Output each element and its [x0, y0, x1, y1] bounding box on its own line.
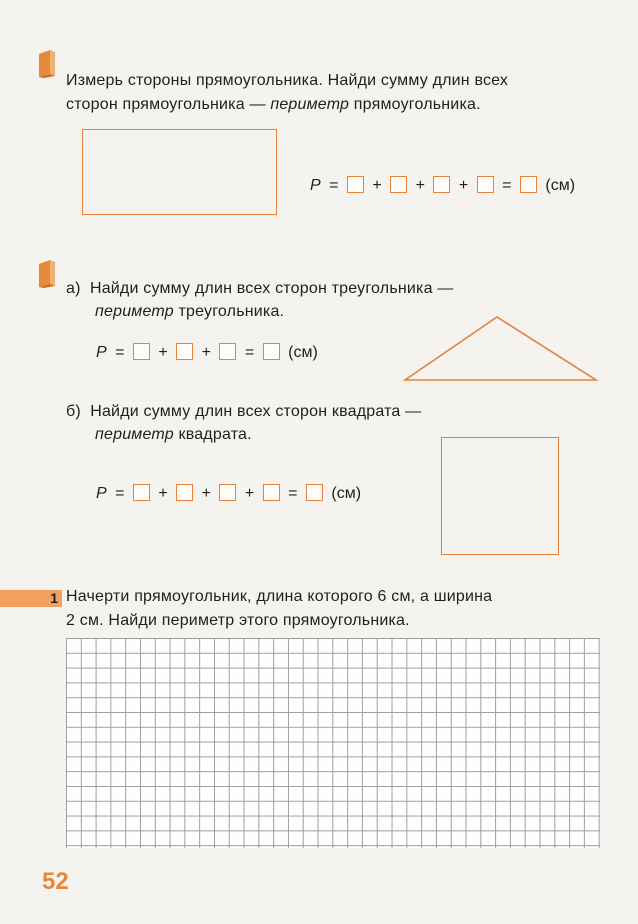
equals-sign: = [244, 344, 255, 361]
task-square-text: Найди сумму длин всех сторон квадрата — [90, 403, 422, 420]
unit-label: (см) [331, 485, 362, 502]
plus-sign: + [415, 177, 425, 194]
equals-sign: = [329, 177, 339, 194]
answer-box-total[interactable] [263, 343, 280, 360]
answer-box[interactable] [133, 343, 150, 360]
perimeter-symbol: P [96, 344, 107, 361]
answer-box[interactable] [433, 176, 450, 193]
page-number: 52 [42, 868, 69, 895]
rectangle-figure [82, 129, 277, 215]
plus-sign: + [201, 344, 211, 361]
square-perimeter-formula [96, 484, 361, 504]
task-triangle-label: а) [66, 280, 81, 297]
answer-box[interactable] [477, 176, 494, 193]
plus-sign: + [158, 344, 168, 361]
plus-sign: + [244, 485, 255, 502]
perimeter-symbol: P [310, 177, 321, 194]
task-square-label: б) [66, 403, 81, 420]
triangle-figure [400, 312, 600, 384]
task-number-badge: 1 [0, 590, 62, 607]
answer-box[interactable] [390, 176, 407, 193]
task-rect-line2 [66, 95, 481, 115]
answer-box[interactable] [176, 484, 193, 501]
task-square-line2-suffix: квадрата. [173, 426, 252, 443]
answer-box[interactable] [176, 343, 193, 360]
task-1-line1: Начерти прямоугольник, длина которого 6 см, а ширина [66, 588, 493, 605]
answer-box-total[interactable] [306, 484, 323, 501]
task-triangle-text: Найди сумму длин всех сторон треугольника — [89, 280, 454, 297]
task-triangle-line1 [66, 279, 454, 299]
perimeter-term: периметр [95, 426, 174, 443]
equals-sign: = [115, 485, 125, 502]
equals-sign: = [288, 485, 298, 502]
equals-sign: = [115, 344, 125, 361]
task-rect-line2-suffix: прямоугольника. [349, 96, 481, 113]
answer-box[interactable] [347, 176, 364, 193]
unit-label: (см) [288, 344, 318, 361]
plus-sign: + [372, 177, 382, 194]
answer-box[interactable] [219, 484, 236, 501]
task-triangle-line2 [95, 302, 284, 322]
unit-label: (см) [545, 177, 576, 194]
book-icon [36, 48, 58, 78]
answer-box[interactable] [263, 484, 280, 501]
plus-sign: + [201, 485, 211, 502]
plus-sign: + [458, 177, 469, 194]
answer-box[interactable] [219, 343, 236, 360]
task-triangle-line2-suffix: треугольника. [173, 303, 285, 320]
perimeter-term: периметр [270, 96, 350, 113]
square-figure [441, 437, 559, 555]
answer-box-total[interactable] [520, 176, 537, 193]
task-1-line2: 2 см. Найди периметр этого прямоугольника. [66, 612, 410, 629]
triangle-perimeter-formula [96, 343, 318, 363]
task-square-line1 [66, 402, 421, 422]
plus-sign: + [158, 485, 168, 502]
task-rect-line2-prefix: сторон прямоугольника — [66, 96, 271, 113]
perimeter-symbol: P [96, 485, 107, 502]
answer-box[interactable] [133, 484, 150, 501]
drawing-grid[interactable] [66, 638, 600, 848]
rect-perimeter-formula [310, 176, 575, 196]
task-square-line2 [95, 425, 252, 445]
book-icon [36, 258, 58, 288]
task-rect-line1: Измерь стороны прямоугольника. Найди сумму длин всех [66, 72, 509, 89]
perimeter-term: периметр [95, 303, 174, 320]
equals-sign: = [502, 177, 512, 194]
